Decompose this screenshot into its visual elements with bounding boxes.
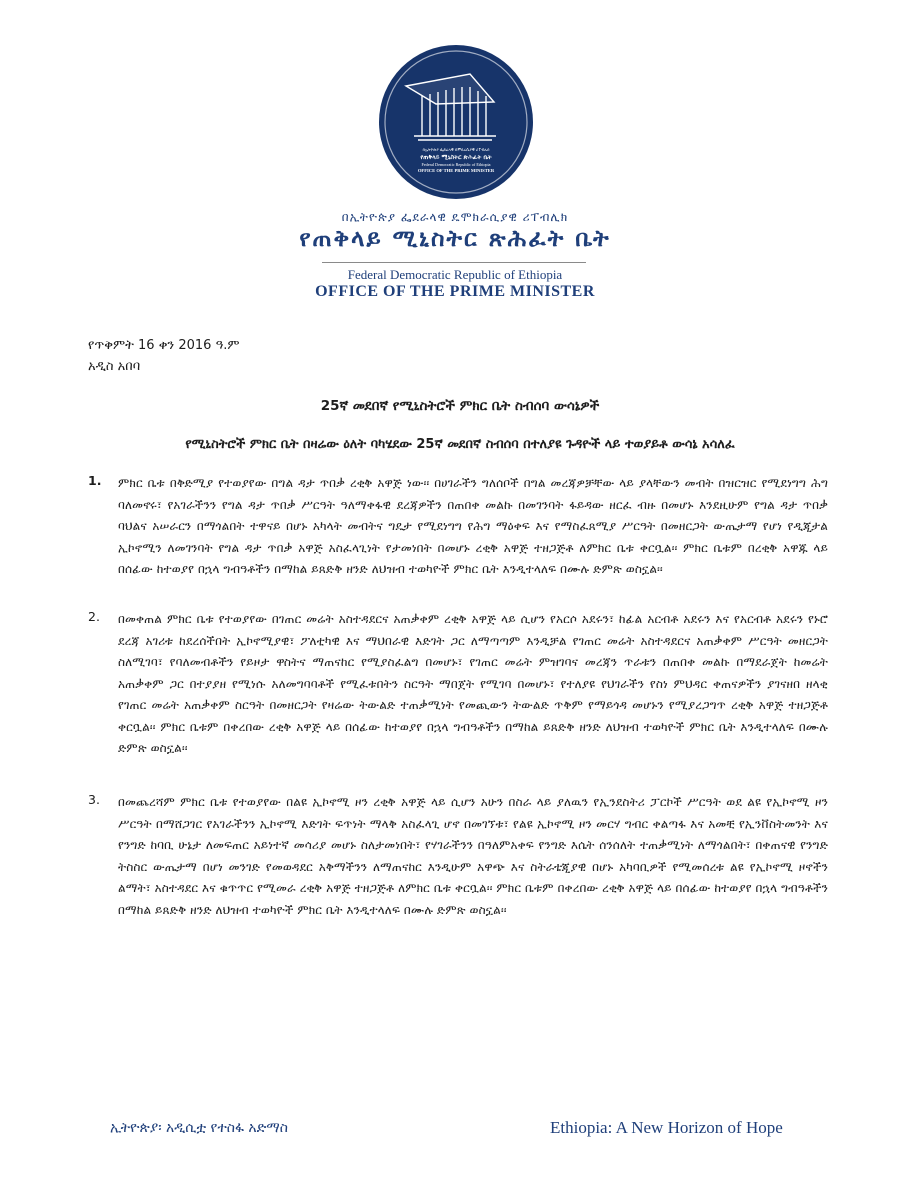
svg-text:በኢትዮጵያ ፌደራላዊ ዴሞክራሲያዊ ሪፐብሊክ: በኢትዮጵያ ፌደራላዊ ዴሞክራሲያዊ ሪፐብሊክ — [422, 147, 490, 152]
item-text: በመቀጠል ምክር ቤቱ የተወያየው በገጠር መሬት አስተዳደርና አጠቃቀም ረቂቅ አዋጅ ላይ ሲሆን የአርሶ አደሩን፣ ከፊል አርብቶ አደሩን እና የአርብቶ አደሩን የኑሮ ደረጃ አገሪቱ ከደረሰችበት ኢኮኖሚያዊ፣ ፖለቲካዊ እና ማህበራዊ እድገት ጋር ለማጣጣም እንዲቻል የገጠር መሬት አስተዳደርና አጠቃቀም ሥርዓት መዘርጋት ስለሚገባ፣ የባለመብቶችን የይዞታ ዋስትና ማጠናከር የሚያስፈልግ በመሆኑ፣ የገጠር መሬት ምዝገባና መረጃን ጥራቱን በጠበቀ መልኩ በማደራጀት ከመሬት አጠቃቀም ጋር በተያያዘ የሚነሱ አለመግባባቶች የሚፈቱበትን ስርዓት ማበጀት የሚገባ በመሆኑ፣ የተለያዩ የህገራችን የስነ ምህዳር ቀጠናዎችን ያገናዘበ ዘላቂ የገጠር መሬት አጠቃቀም ስርዓት በመዘርጋት የዛሬው ትውልድ ተጠቃሚነት የመጪውን ትውልድ ጥቅም የማይጎዳ መሆኑን የሚያረጋግጥ ረቂቅ አዋጅ ተዘጋጅቶ ቀርቧል፡፡ ምክር ቤቱም በቀረበው ረቂቅ አዋጅ ላይ በሰፊው ከተወያየ በኋላ ግብዓቶችን በማከል ይጸድቅ ዘንድ ለህዝብ ተወካዮች ምክር ቤት እንዲተላለፍ በሙሉ ድምጽ ወስኗል፡፡ — [118, 612, 828, 755]
footer-amharic-slogan: ኢትዮጵያ፡ አዲሲቷ የተስፋ አድማስ — [110, 1120, 288, 1136]
item-number: 3. — [88, 792, 100, 807]
svg-text:OFFICE OF THE PRIME MINISTER: OFFICE OF THE PRIME MINISTER — [417, 168, 495, 173]
document-date: የጥቅምት 16 ቀን 2016 ዓ.ም — [88, 338, 240, 353]
footer-english-slogan: Ethiopia: A New Horizon of Hope — [550, 1118, 783, 1137]
svg-text:የጠቅላይ ሚኒስትር ጽሕፈት ቤት: የጠቅላይ ሚኒስትር ጽሕፈት ቤት — [420, 154, 492, 161]
header-amharic-republic: በኢትዮጵያ ፌደራላዊ ዴሞክራሲያዊ ሪፐብሊክ — [341, 210, 569, 224]
pm-office-emblem — [378, 44, 534, 200]
svg-text:Federal Democratic Republic of: Federal Democratic Republic of Ethiopia — [421, 162, 491, 167]
header-amharic-office: የጠቅላይ ሚኒስትር ጽሕፈት ቤት — [299, 226, 611, 252]
document-subtitle: የሚኒስትሮች ምክር ቤት በዛሬው ዕለት ባካሄደው 25ኛ መደበኛ ስብሰባ በተለያዩ ጉዳዮች ላይ ተወያይቶ ውሳኔ አሳለፈ — [185, 437, 735, 452]
header-divider — [322, 262, 586, 263]
item-number: 1. — [88, 473, 102, 488]
document-place: አዲስ አበባ — [88, 359, 141, 374]
item-text: ምክር ቤቱ በቅድሚያ የተወያየው በግል ዳታ ጥበቃ ረቂቅ አዋጅ ነው፡፡ በሀገራችን ግለሰቦች በግል መረጃዎቻቸው ላይ ያላቸውን መብት በዝርዝር የሚደነግግ ሕግ ባለመኖሩ፣ የአገራችንን የግል ዳታ ጥበቃ ሥርዓት ዓለማቀፋዊ ደረጃዎችን በጠበቀ መልኩ በመገንባት ፋይዳው ዘርፈ ብዙ በመሆኑ እንደዚሁም የግል ዳታ ጥበቃ ባህልና አሠራርን በማጎልበት ተዋናይ በሆኑ አካላት መብትና ግዴታ የሚደነግግ የሕግ ማዕቀፍ እና የማስፈጸሚያ ሥርዓት በመዘርጋት ውጤታማ የሆነ የዲጂታል ኢኮኖሚን ለመገንባት የግል ዳታ ጥበቃ አዋጅ አስፈላጊነት የታመነበት በመሆኑ ረቂቅ አዋጅ ተዘጋጅቶ ለምክር ቤቱ ቀርቧል፡፡ ምክር ቤቱም በረቂቅ አዋጁ ላይ በሰፊው ከተወያየ በኋላ ግብዓቶችን በማከል ይጸድቅ ዘንድ ለህዝብ ተወካዮች ምክር ቤት እንዲተላለፍ በሙሉ ድምጽ ወስኗል፡፡ — [118, 476, 828, 576]
item-text: በመጨረሻም ምክር ቤቱ የተወያየው በልዩ ኢኮኖሚ ዞን ረቂቅ አዋጅ ላይ ሲሆን አሁን በስራ ላይ ያለዉን የኢንደስትሪ ፓርኮች ሥርዓት ወደ ልዩ የኢኮኖሚ ዞን ሥርዓት በማሸጋገር የአገራችንን ኢኮኖሚ እድገት ፍጥነት ማላቅ አስፈላጊ ሆኖ በመገኘቱ፣ የልዩ ኢኮኖሚ ዞን መርሃ ግብር ቀልጣፋ እና አመቺ የኢንቨስትመንት እና የንግድ ከባቢ ሁኔታ ለመፍጠር አይነተኛ መሳሪያ መሆኑ ስለታመነበት፣ የሃገራችንን በዓለምአቀፍ የንግድ እሴት ሰንሰለት ተጠቃሚነት ለማጎልበት፣ በቀጠናዊ የንግድ ትስስር ውጤታማ በሆነ መንገድ የመወዳደር አቅማችንን ለማጠናከር እንዲሁም አዋጭ እና ስትራቴጂያዊ በሆኑ አካባቢዎች የሚመሰረቱ ልዩ የኢኮኖሚ ዞኖችን ልማት፣ አስተዳደር እና ቁጥጥር የሚመራ ረቂቅ አዋጅ ተዘጋጅቶ ለምክር ቤቱ ቀርቧል፡፡ ምክር ቤቱም በቀረበው ረቂቅ አዋጅ ላይ በሰፊው ከተወያየ በኋላ ግብዓቶችን በማከል ይጸድቅ ዘንድ ለህዝብ ተወካዮች ምክር ቤት እንዲተላለፍ በሙሉ ድምጽ ወስኗል፡፡ — [118, 795, 828, 917]
document-title: 25ኛ መደበኛ የሚኒስትሮች ምክር ቤት ስብሰባ ውሳኔዎች — [320, 398, 600, 414]
header-english-republic: Federal Democratic Republic of Ethiopia — [347, 267, 563, 282]
item-number: 2. — [88, 609, 100, 624]
dateline — [88, 335, 240, 377]
header-english-office: OFFICE OF THE PRIME MINISTER — [315, 283, 595, 300]
